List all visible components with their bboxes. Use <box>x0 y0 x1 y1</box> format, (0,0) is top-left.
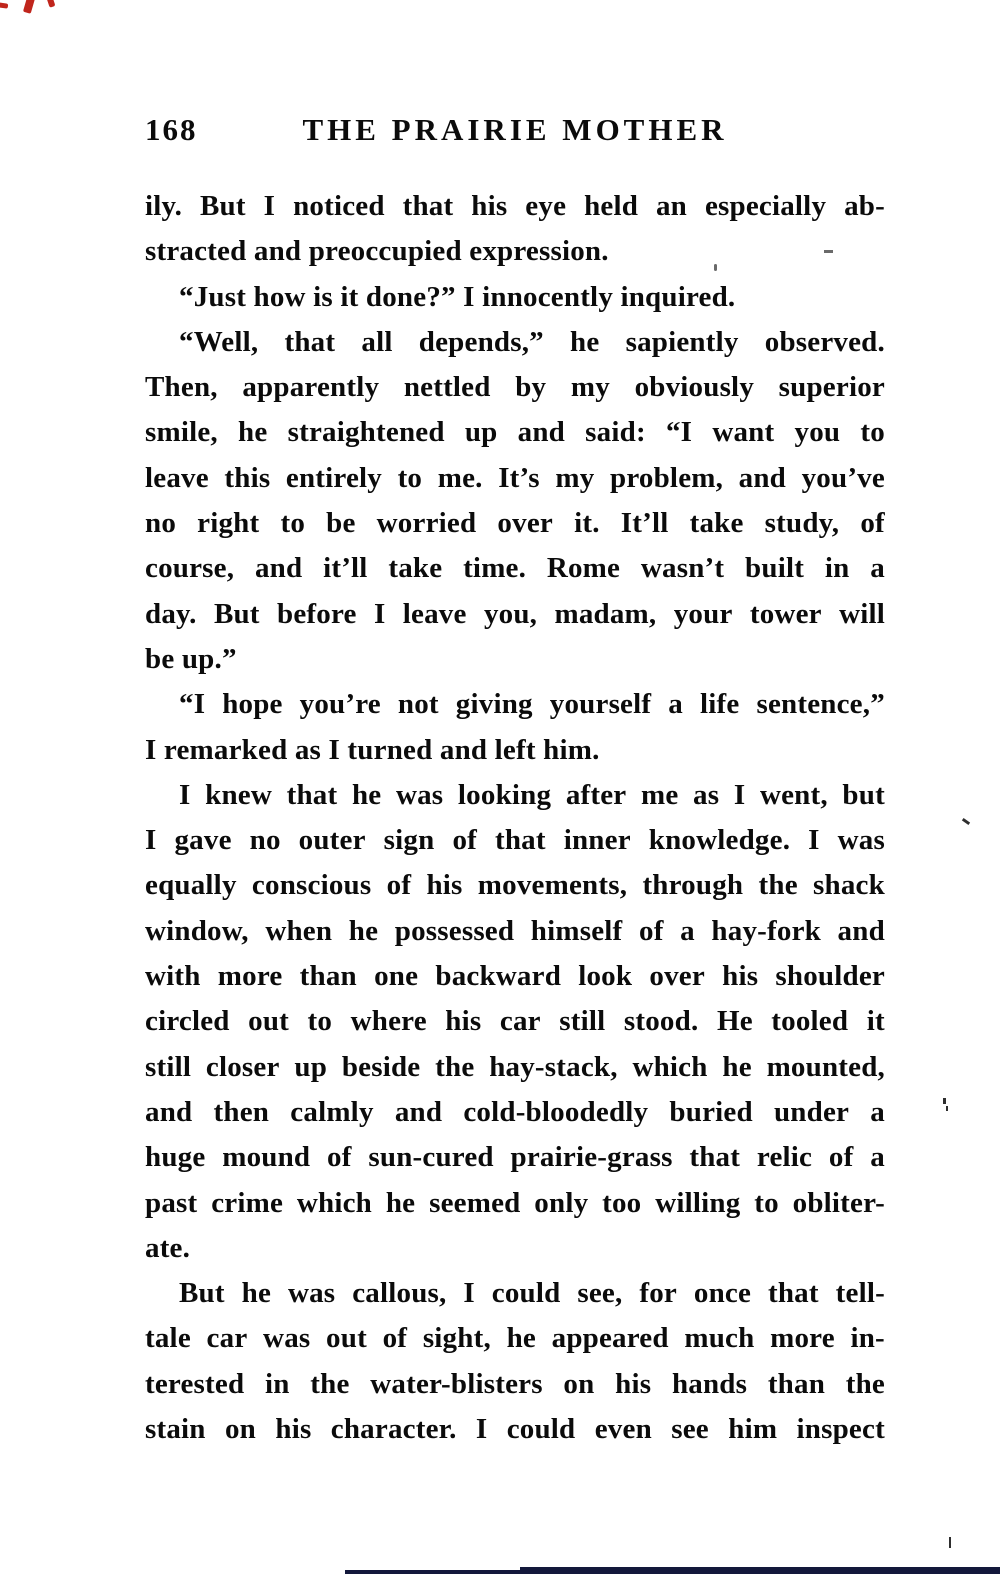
text-line: tale car was out of sight, he appeared much more in- <box>145 1322 885 1355</box>
text-line: “Well, that all depends,” he sapiently observed. <box>179 325 885 358</box>
text-line: equally conscious of his movements, through the shack <box>145 869 885 902</box>
text-line: huge mound of sun-cured prairie-grass that relic of a <box>145 1141 885 1174</box>
text-line: terested in the water-blisters on his hands than the <box>145 1367 885 1400</box>
text-line: day. But before I leave you, madam, your tower will <box>145 597 885 630</box>
ink-speck <box>714 264 717 271</box>
running-header <box>145 110 885 154</box>
ink-speck <box>962 818 970 825</box>
text-line: stracted and preoccupied expression. <box>145 235 609 268</box>
text-line: “I hope you’re not giving yourself a life sentence,” <box>179 688 885 721</box>
text-line: past crime which he seemed only too willing to obliter- <box>145 1186 885 1219</box>
text-line: still closer up beside the hay-stack, which he mounted, <box>145 1050 885 1083</box>
text-line: I knew that he was looking after me as I went, but <box>179 778 885 811</box>
text-line: stain on his character. I could even see him inspect <box>145 1413 885 1446</box>
running-title: THE PRAIRIE MOTHER <box>302 112 728 147</box>
text-line: ate. <box>145 1231 191 1264</box>
text-line: ily. But I noticed that his eye held an especially ab- <box>145 190 885 222</box>
text-line: smile, he straightened up and said: “I want you to <box>145 416 885 449</box>
ink-speck <box>824 250 833 253</box>
red-pen-mark <box>23 0 35 14</box>
text-line: window, when he possessed himself of a hay-fork and <box>145 914 885 947</box>
red-pen-mark <box>47 0 56 8</box>
text-line: Then, apparently nettled by my obviously superior <box>145 371 885 404</box>
scan-edge-bar <box>520 1567 1000 1574</box>
text-line: I gave no outer sign of that inner knowledge. I was <box>145 824 885 857</box>
page-number: 168 <box>145 112 198 147</box>
text-line: course, and it’ll take time. Rome wasn’t built in a <box>145 552 885 585</box>
page-text <box>145 184 885 1452</box>
text-line: and then calmly and cold-bloodedly buried under a <box>145 1095 885 1128</box>
text-line: with more than one backward look over his shoulder <box>145 960 885 993</box>
ink-speck <box>949 1537 951 1548</box>
text-line: I remarked as I turned and left him. <box>145 733 600 766</box>
ink-speck <box>943 1098 946 1104</box>
text-line: leave this entirely to me. It’s my problem, and you’ve <box>145 461 885 494</box>
text-line: But he was callous, I could see, for once that tell- <box>179 1277 885 1310</box>
text-line: circled out to where his car still stood. He tooled it <box>145 1005 885 1038</box>
text-line: no right to be worried over it. It’ll take study, of <box>145 507 885 540</box>
text-line: “Just how is it done?” I innocently inquired. <box>179 280 736 313</box>
red-pen-mark <box>0 2 8 8</box>
text-line: be up.” <box>145 642 237 675</box>
ink-speck <box>946 1106 948 1111</box>
scan-edge-bar <box>345 1570 525 1574</box>
